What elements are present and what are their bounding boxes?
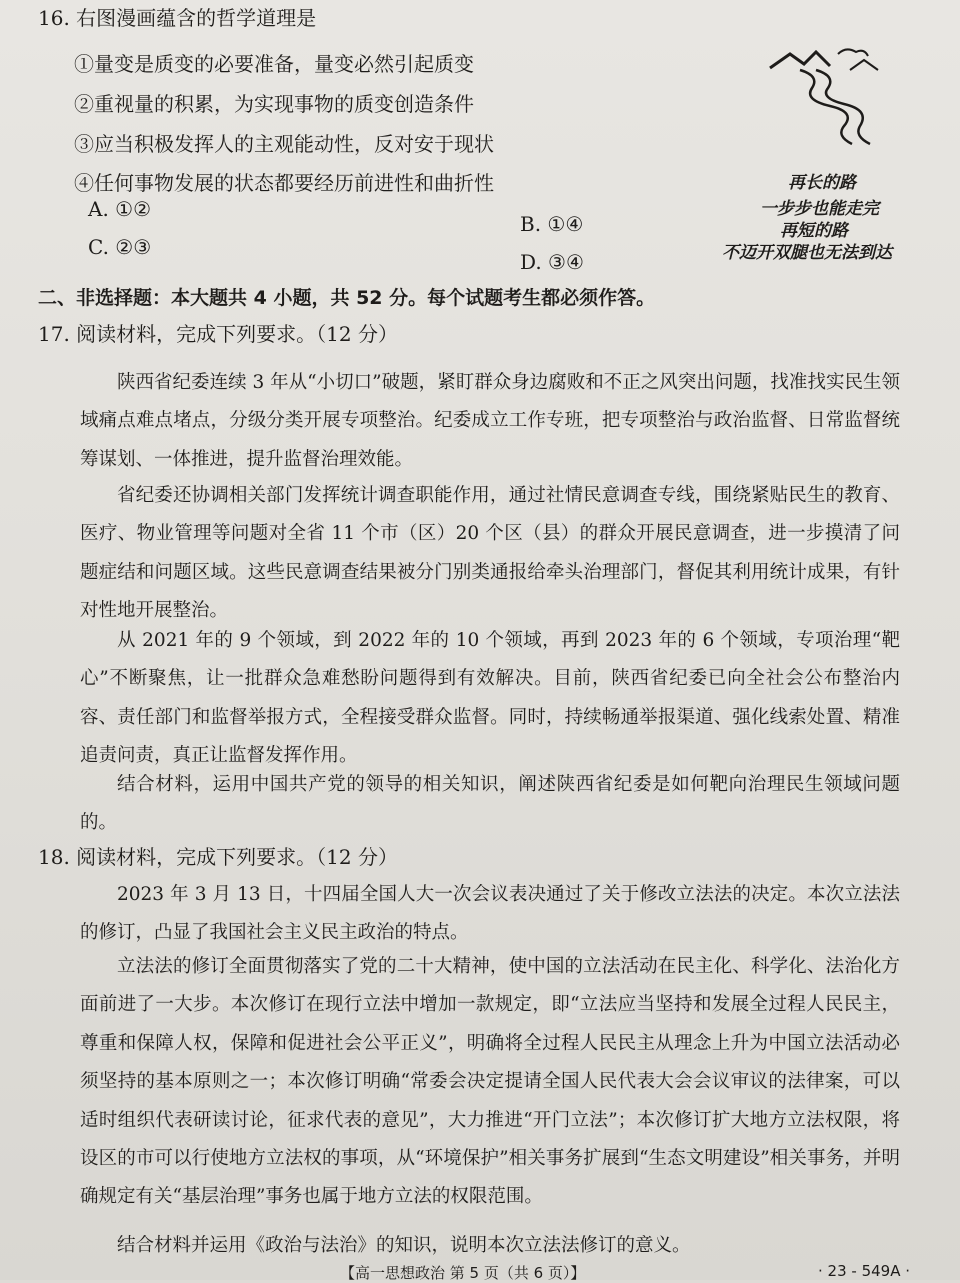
q17-paragraph-2: 省纪委还协调相关部门发挥统计调查职能作用，通过社情民意调查专线，围绕紧贴民生的教育、医疗、物业管理等问题对全省 11 个市（区）20 个区（县）的群众开展民意调查，进一步摸清了问题症结和问题区域。这些民意调查结果被分门别类通报给牵头治理部门，督促其利用统计成果，有针对性地开展整治。 [80,485,900,622]
q16-statement-3: ③应当积极发挥人的主观能动性，反对安于现状 [74,132,494,156]
q16-option-a: A. ①② [88,197,152,221]
cartoon-caption-line-2: 一步步也能走完 [760,199,879,219]
q18-question: 结合材料并运用《政治与法治》的知识，说明本次立法法修订的意义。 [117,1235,691,1256]
page-footer: 【高一思想政治 第 5 页（共 6 页）】 [340,1264,586,1282]
q17-question: 结合材料，运用中国共产党的领导的相关知识，阐述陕西省纪委是如何靶向治理民生领域问题的。 [80,774,900,834]
q16-statement-2: ②重视量的积累，为实现事物的质变创造条件 [74,92,474,116]
q17-stem: 17. 阅读材料，完成下列要求。（12 分） [38,322,398,346]
q16-statement-1: ①量变是质变的必要准备，量变必然引起质变 [74,52,474,76]
section-2-heading: 二、非选择题：本大题共 4 小题，共 52 分。每个试题考生都必须作答。 [38,287,656,309]
q16-option-c: C. ②③ [88,235,152,259]
cartoon-caption-line-1: 再长的路 [788,173,856,193]
road-cartoon-illustration [760,40,910,150]
exam-code: · 23 - 549A · [818,1262,910,1280]
q17-paragraph-3: 从 2021 年的 9 个领域，到 2022 年的 10 个领域，再到 2023 年的 6 个领域，专项治理“靶心”不断聚焦，让一批群众急难愁盼问题得到有效解决。目前，陕西省纪委已向全社会公布整治内容、责任部门和监督举报方式，全程接受群众监督。同时，持续畅通举报渠道、强化线索处置、精准追责问责，真正让监督发挥作用。 [80,630,900,767]
cartoon-caption-line-4: 不迈开双腿也无法到达 [722,243,892,263]
q16-stem: 16. 右图漫画蕴含的哲学道理是 [38,6,317,30]
q16-option-d: D. ③④ [520,250,584,274]
q18-paragraph-1: 2023 年 3 月 13 日，十四届全国人大一次会议表决通过了关于修改立法法的决定。本次立法法的修订，凸显了我国社会主义民主政治的特点。 [80,884,900,944]
q17-paragraph-1: 陕西省纪委连续 3 年从“小切口”破题，紧盯群众身边腐败和不正之风突出问题，找准找实民生领域痛点难点堵点，分级分类开展专项整治。纪委成立工作专班，把专项整治与政治监督、日常监督统筹谋划、一体推进，提升监督治理效能。 [80,372,900,470]
cartoon-caption-line-3: 再短的路 [780,221,848,241]
q16-option-b: B. ①④ [520,212,584,236]
q16-statement-4: ④任何事物发展的状态都要经历前进性和曲折性 [74,171,494,195]
q18-stem: 18. 阅读材料，完成下列要求。（12 分） [38,845,398,869]
q18-paragraph-2: 立法法的修订全面贯彻落实了党的二十大精神，使中国的立法活动在民主化、科学化、法治化方面前进了一大步。本次修订在现行立法中增加一款规定，即“立法应当坚持和发展全过程人民民主，尊重和保障人权，保障和促进社会公平正义”，明确将全过程人民民主从理念上升为中国立法活动必须坚持的基本原则之一；本次修订明确“常委会决定提请全国人民代表大会会议审议的法律案，可以适时组织代表研读讨论，征求代表的意见”，大力推进“开门立法”；本次修订扩大地方立法权限，将设区的市可以行使地方立法权的事项，从“环境保护”相关事务扩展到“生态文明建设”相关事务，并明确规定有关“基层治理”事务也属于地方立法的权限范围。 [80,956,900,1208]
